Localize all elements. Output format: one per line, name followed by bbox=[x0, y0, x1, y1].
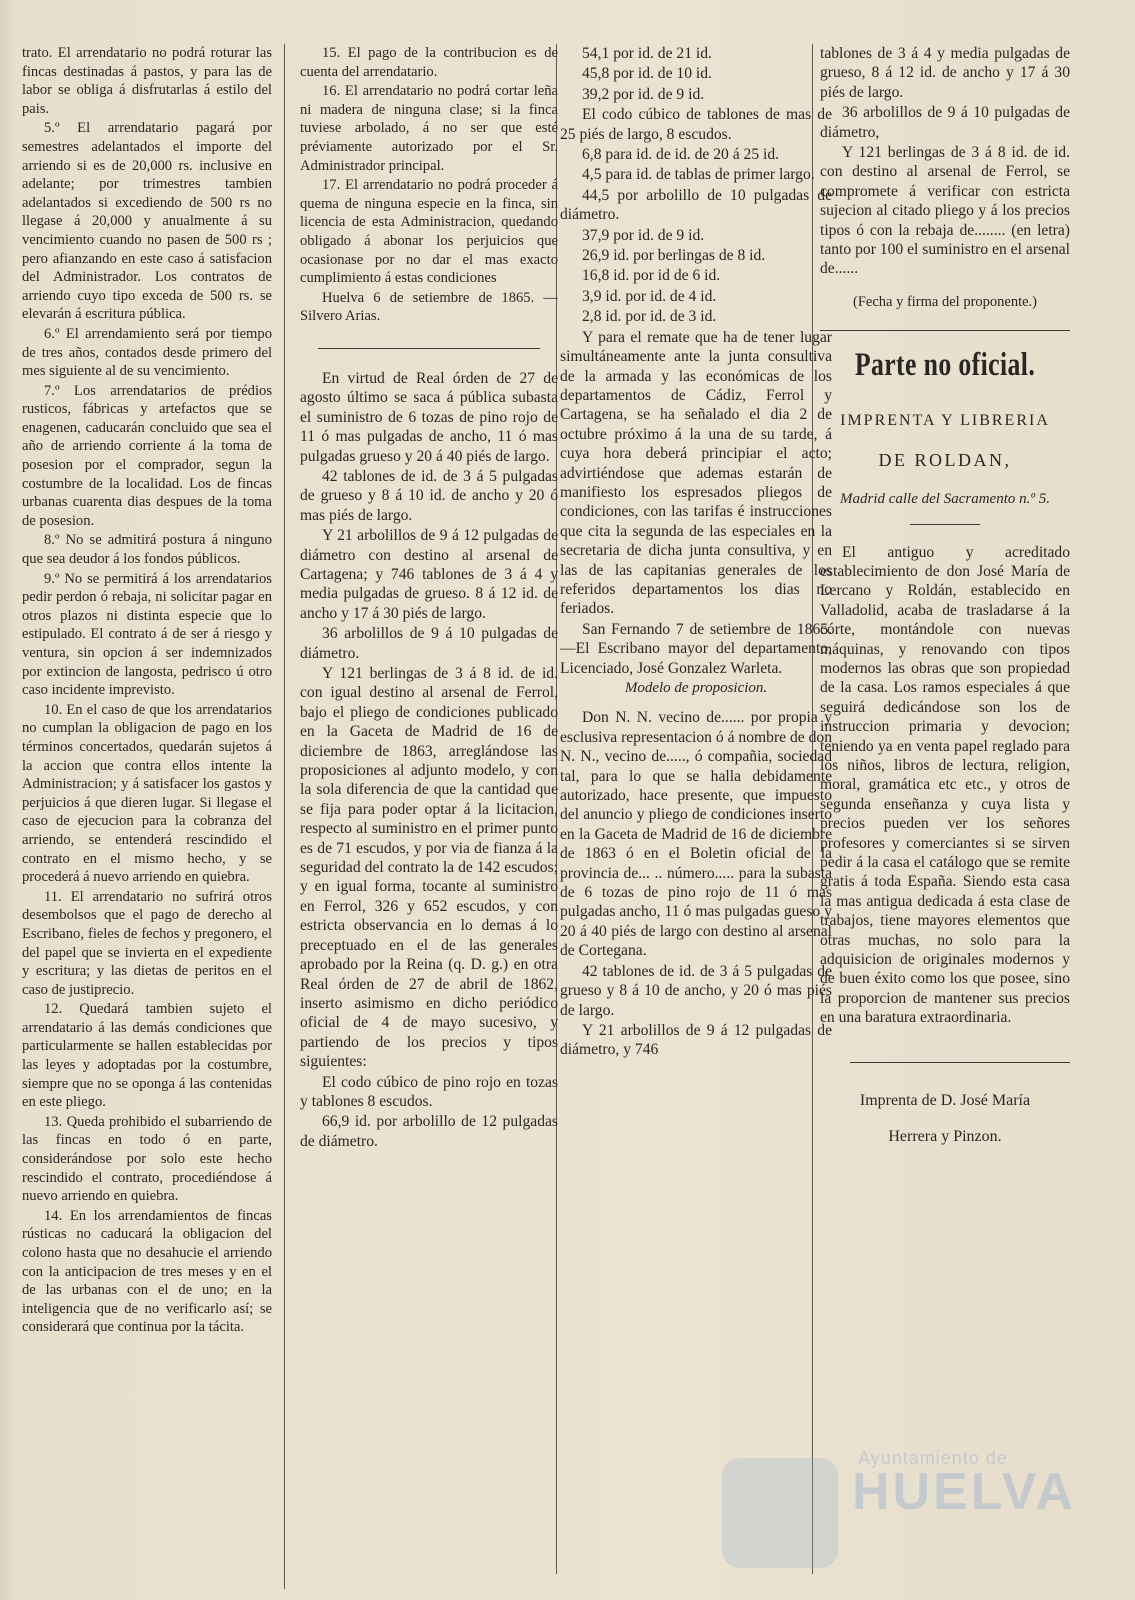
ad-heading: IMPRENTA Y LIBRERIA bbox=[840, 412, 1050, 430]
printer-line: Herrera y Pinzon. bbox=[888, 1127, 1002, 1145]
price-line: 37,9 por id. de 9 id. bbox=[582, 226, 705, 244]
paragraph: El codo cúbico de pino rojo en tozas y tablones 8 escudos. bbox=[300, 1073, 558, 1110]
price-line: 26,9 id. por berlingas de 8 id. bbox=[582, 247, 766, 265]
paragraph: 17. El arrendatario no podrá proceder á quema de ninguna especie en la finca, sin licencia de esta Administracion, quedando obligado á abonar los perjuicios que ocasionase por no dar el mas exacto cumplimiento á estas condiciones bbox=[300, 177, 558, 287]
price-line: 16,8 id. por id de 6 id. bbox=[582, 267, 721, 285]
section-title: Parte no oficial. bbox=[854, 347, 1036, 384]
model-heading: Modelo de proposicion. bbox=[624, 680, 768, 696]
signature-line: Huelva 6 de setiembre de 1865. —Silvero Arias. bbox=[300, 289, 558, 325]
paragraph: 8.º No se admitirá postura á ninguno que sea deudor á los fondos públicos. bbox=[22, 532, 272, 568]
printer-credit bbox=[820, 1083, 1070, 1155]
paragraph: 6.º El arrendamiento será por tiempo de tres años, contados desde primero del mes siguiente al de su vencimiento. bbox=[22, 325, 272, 380]
price-line: 54,1 por id. de 21 id. bbox=[582, 45, 712, 62]
price-line: 39,2 por id. de 9 id. bbox=[582, 85, 705, 103]
paragraph: Don N. N. vecino de...... por propia y esclusiva representacion ó á nombre de don N. N., vecino de....., ó compañia, sociedad tal, para lo que se halla debidamente autorizado, hace presente, que impuesto del anuncio y pliego de condiciones inserto en la Gaceta de Madrid de 16 de diciembre de 1863 ó en el Boletin oficial de la provincia de... .. número..... para la subasta de 6 tozas de pino rojo de 11 ó mas pulgadas ancho, 11 ó mas pulgadas gueso y 20 á 40 piés de largo con destino al arsenal de Cortegana. bbox=[560, 709, 832, 960]
paragraph: 14. En los arrendamientos de fincas rústicas no caducará la obligacion del colono hasta que no desahucie el arriendo con la anticipacion de tres meses y en el de las urbanas con el de uno; en la inteligencia que de no verificarlo así; se considerará que continua por la tácita. bbox=[22, 1207, 272, 1336]
paragraph: 16. El arrendatario no podrá cortar leña ni madera de ninguna clase; si la finca tuviese arbolado, á no ser que esté préviamente autorizado por el Sr. Administrador principal. bbox=[300, 83, 558, 174]
paragraph: En virtud de Real órden de 27 de agosto último se saca á pública subasta el suministro de 6 tozas de pino rojo de 11 ó mas pulgadas de ancho, 11 ó mas pulgadas grueso y 20 á 40 piés de largo. bbox=[300, 369, 558, 465]
paragraph: 5.º El arrendatario pagará por semestres adelantados el importe del arriendo si es de 20,000 rs. inclusive en adelante; por trimestres tambien adelantados si excediendo de 500 rs no llegase á 20,000 y anualmente á su vencimiento cuando no pasen de 500 rs ; pero afianzando en este caso á satisfacion del Administrador. Los contratos de arriendo cuyo tipo exceda de 500 rs. se elevarán á escritura pública. bbox=[22, 120, 272, 323]
short-divider bbox=[910, 524, 980, 525]
paragraph: 7.º Los arrendatarios de prédios rusticos, fábricas y artefactos que se enagenen, caducarán concluido que sea el año de arriendo corriente á la toma de posesion por el comprador, segun la costumbre de la localidad. Los de fincas urbanas cuarenta dias despues de la toma de posesion. bbox=[22, 382, 272, 529]
watermark-text: Ayuntamiento de bbox=[858, 1448, 1008, 1468]
price-line: 4,5 para id. de tablas de primer largo. bbox=[582, 166, 815, 184]
paragraph: 13. Queda prohibido el subarriendo de las fincas en todo ó en parte, considerándose por solo este hecho rescindido el contrato, procediéndose á nuevo arriendo en quiebra. bbox=[22, 1113, 272, 1205]
paragraph: Y 21 arbolillos de 9 á 12 pulgadas de diámetro, y 746 bbox=[560, 1021, 832, 1059]
paragraph: 11. El arrendatario no sufrirá otros desembolsos que el pago de derecho al Escribano, fieles de fechos y pregonero, el del papel que se invierta en el expediente y escritura; y las dietas de peritos en el caso de justiprecio. bbox=[22, 888, 272, 998]
section-divider bbox=[820, 330, 1070, 331]
price-line: 3,9 id. por id. de 4 id. bbox=[582, 287, 717, 305]
paragraph: Y 21 arbolillos de 9 á 12 pulgadas de diámetro con destino al arsenal de Cartagena; y 746 tablones de 3 á 4 y media pulgadas de grueso. 8 á 12 id. de ancho y 17 á 30 piés de largo. bbox=[300, 527, 558, 622]
watermark-logo: HUELVA bbox=[852, 1463, 1077, 1521]
paragraph: trato. El arrendatario no podrá roturar las fincas destinadas á pastos, y para las de labor se obliga á disfrutarlas á estilo del pais. bbox=[22, 45, 272, 117]
printer-line: Imprenta de D. José María bbox=[859, 1091, 1031, 1109]
price-line: 44,5 por arbolillo de 10 pulgadas de diámetro. bbox=[560, 186, 832, 224]
watermark-seal-icon bbox=[722, 1458, 838, 1568]
paragraph: Y 121 berlingas de 3 á 8 id. de id. con igual destino al arsenal de Ferrol, bajo el pliego de condiciones publicado en la Gaceta de Madrid de 16 de diciembre de 1863, arreglándose las proposiciones al adjunto modelo, y con la sola diferencia de que la cantidad que se fija para poder optar á la licitacion, respecto al suministro en el primer punto es de 71 escudos, y por via de fianza á la seguridad del contrato la de 142 escudos; y en igual forma, tocante al suministro en Ferrol, 326 y 652 escudos, y con estricta observancia en lo demas á lo preceptuado en el de las generales aprobado por la Reina (q. D. g.) en otra Real órden de 27 de abril de 1862, inserto asimismo en dicho periódico oficial de 4 de mayo sucesivo, y partiendo de los precios y tipos siguientes: bbox=[300, 665, 558, 1071]
price-line: El codo cúbico de tablones de mas de 25 piés de largo, 8 escudos. bbox=[560, 106, 832, 143]
ad-body: El antiguo y acreditado establecimiento de don José María de Lercano y Roldán, establecido en Valladolid, acaba de trasladarse á la córte, montándole con nuevas máquinas, y renovando con tipos modernos las obras que son propiedad de la casa. Los ramos especiales á que seguirá dedicándose son los de instruccion primaria y devocion; teniendo ya en venta papel reglado para los niños, libros de lectura, religion, moral, gramática etc etc., y otros de segunda enseñanza y cuya lista y precios pueden ver los señores profesores y comerciantes si se sirven pedir á la casa el catálogo que se remite gratis á toda España. Siendo esta casa la mas antigua dedicada á esta clase de trabajos, tiene mayores elementos que otras muchas, no solo para la adquisicion de originales modernos y de buen éxito como los que posee, sino la proporcion de mantener sus precios en una baratura extraordinaria. bbox=[820, 543, 1070, 1027]
paragraph: 36 arbolillos de 9 á 10 pulgadas de diámetro. bbox=[300, 625, 558, 662]
paragraph: 66,9 id. por arbolillo de 12 pulgadas de diámetro. bbox=[300, 1113, 558, 1150]
paragraph: 42 tablones de id. de 3 á 5 pulgadas de grueso y 8 á 10 de ancho, y 20 ó mas piés de largo. bbox=[560, 962, 832, 1019]
paragraph: Y para el remate que ha de tener lugar simultáneamente ante la junta consultiva de la armada y las económicas de los departamentos de Cádiz, Ferrol y Cartagena, se ha señalado el dia 2 de octubre próximo á la una de su tarde, á cuya hora deberá principiar el acto; advirtiéndose que ademas estarán de manifiesto los espresados pliegos de condiciones, con las tarifas é instrucciones que cita la segunda de las especiales en la secretaria de dicha junta consultiva, y en las de las capitanias generales de los referidos departamentos los dias no feriados. bbox=[560, 328, 832, 618]
paragraph: 15. El pago de la contribucion es de cuenta del arrendatario. bbox=[300, 45, 558, 80]
column-divider bbox=[284, 44, 285, 1589]
column-4 bbox=[820, 44, 1070, 1544]
price-line: 2,8 id. por id. de 3 id. bbox=[582, 308, 717, 326]
paragraph: tablones de 3 á 4 y media pulgadas de grueso, 8 á 12 id. de ancho y 17 á 30 piés de largo. bbox=[820, 45, 1070, 101]
paragraph: 36 arbolillos de 9 á 10 pulgadas de diámetro, bbox=[820, 104, 1070, 141]
ad-heading: DE ROLDAN, bbox=[878, 449, 1012, 470]
paragraph: Y 121 berlingas de 3 á 8 id. de id. con destino al arsenal de Ferrol, se compromete á verificar con estricta sujecion al citado pliego y á los precios tipos ó con la rebaja de........ (en letra) tanto por 100 el suministro en el arsenal de...... bbox=[820, 144, 1070, 278]
column-3 bbox=[560, 44, 832, 1574]
ad-address: Madrid calle del Sacramento n.º 5. bbox=[839, 491, 1051, 508]
price-line: 45,8 por id. de 10 id. bbox=[582, 65, 712, 83]
paragraph: 12. Quedará tambien sujeto el arrendatario á las demás condiciones que particularmente se hallen establecidas por las leyes y adoptadas por la costumbre, siempre que no se oponga á las contenidas en este pliego. bbox=[22, 1001, 272, 1111]
paragraph: 9.º No se permitirá á los arrendatarios pedir perdon ó rebaja, ni solicitar pagar en otros plazos ni distinta especie que lo estipulado. El contrato á de ser á riesgo y ventura, sin opcion á ser indemnizados por extincion de langosta, pedrisco ú otro caso incidente imprevisto. bbox=[22, 570, 272, 699]
paragraph: 10. En el caso de que los arrendatarios no cumplan la obligacion de pago en los términos concertados, quedarán sujetos á la accion que contra ellos intente la Administracion; y á satisfacer los gastos y perjuicios á que dieren lugar. Si llegase el caso de ejecucion para la cobranza del arriendo, se entenderá rescindido el contrato en el mismo hecho, y se procederá á nuevo arriendo en quiebra. bbox=[22, 701, 272, 886]
section-divider bbox=[850, 1062, 1070, 1063]
price-line: 6,8 para id. de id. de 20 á 25 id. bbox=[582, 146, 780, 164]
paragraph: 42 tablones de id. de 3 á 5 pulgadas de grueso y 8 á 10 id. de ancho y 20 ó mas piés de largo. bbox=[300, 467, 558, 524]
signature-note: (Fecha y firma del proponente.) bbox=[853, 293, 1037, 310]
column-2 bbox=[300, 44, 558, 1574]
column-1 bbox=[22, 44, 272, 1589]
section-divider bbox=[318, 348, 540, 349]
signature-line: San Fernando 7 de setiembre de 1865. —El Escribano mayor del departamento, Licenciado, José Gonzalez Warleta. bbox=[560, 620, 832, 677]
